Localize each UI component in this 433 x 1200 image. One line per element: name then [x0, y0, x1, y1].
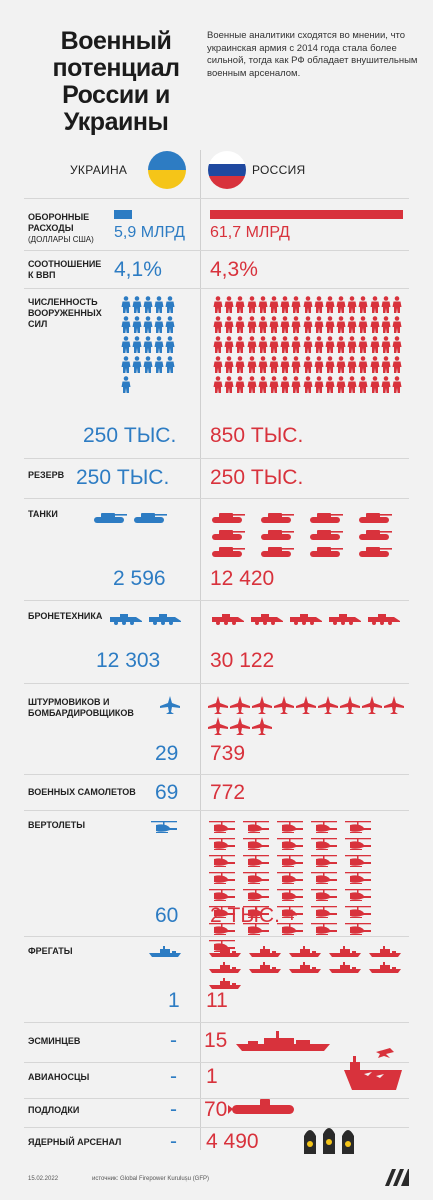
apc-icon [147, 612, 183, 625]
heli-icon [208, 888, 236, 902]
jet-icon [208, 717, 228, 735]
attack-label: ШТУРМОВИКОВ И БОМБАРДИРОВЩИКОВ [28, 697, 134, 718]
soldier-icon [213, 316, 223, 333]
soldier-icon [258, 336, 268, 353]
soldier-icon [269, 336, 279, 353]
soldier-icon [325, 296, 335, 313]
tank-icon [308, 511, 344, 523]
ru-frigate-icons [208, 945, 408, 993]
heli-icon [344, 922, 372, 936]
country-ukraine: УКРАИНА [70, 163, 128, 177]
apc-icon [288, 612, 324, 625]
ship-icon [248, 961, 282, 973]
soldier-icon [235, 316, 245, 333]
soldier-icon [347, 336, 357, 353]
heli-icon [344, 854, 372, 868]
carriers-label: АВИАНОСЦЫ [28, 1072, 90, 1082]
soldier-icon [336, 296, 346, 313]
nuclear-warhead-icons [302, 1122, 358, 1156]
ru-gdp-value: 4,3% [210, 258, 258, 281]
heli-icon [208, 820, 236, 834]
soldier-icon [235, 336, 245, 353]
troops-label: ЧИСЛЕННОСТЬ ВООРУЖЕННЫХ СИЛ [28, 297, 102, 329]
soldier-icon [154, 296, 164, 313]
ship-icon [328, 945, 362, 957]
soldier-icon [347, 376, 357, 393]
ua-budget-bar [114, 210, 132, 219]
soldier-icon [325, 356, 335, 373]
heli-icon [276, 820, 304, 834]
soldier-icon [224, 376, 234, 393]
separator [24, 683, 409, 684]
soldier-icon [132, 336, 142, 353]
soldier-icon [347, 356, 357, 373]
soldier-icon [280, 356, 290, 373]
heli-icon [310, 854, 338, 868]
soldier-icon [154, 336, 164, 353]
heli-icon [208, 854, 236, 868]
soldier-icon [143, 296, 153, 313]
ua-frigate-icons [148, 945, 182, 957]
soldier-icon [347, 296, 357, 313]
heli-icon [310, 871, 338, 885]
footer-source: источник: Global Firepower Kurulușu (GFP) [92, 1176, 210, 1182]
soldier-icon [325, 336, 335, 353]
soldier-icon [370, 356, 380, 373]
soldier-icon [165, 336, 175, 353]
heli-icon [242, 854, 270, 868]
soldier-icon [314, 296, 324, 313]
ru-budget-bar [210, 210, 403, 219]
ship-icon [208, 977, 242, 989]
ru-tank-icons [210, 511, 410, 562]
soldier-icon [121, 336, 131, 353]
soldier-icon [269, 376, 279, 393]
ua-destroyers-value: - [170, 1029, 177, 1052]
ua-reserve-value: 250 ТЫС. [76, 466, 170, 489]
ua-troops-value: 250 ТЫС. [83, 424, 177, 447]
soldier-icon [303, 356, 313, 373]
ua-tanks-value: 2 596 [113, 567, 166, 590]
heli-icon [242, 820, 270, 834]
soldier-icon [392, 296, 402, 313]
heli-icon [310, 837, 338, 851]
ru-heli-value: 2 ТЫС. + [210, 904, 299, 927]
separator [24, 774, 409, 775]
ua-attack-value: 29 [155, 742, 179, 765]
heli-icon [344, 871, 372, 885]
soldier-icon [336, 336, 346, 353]
subs-label: ПОДЛОДКИ [28, 1105, 80, 1115]
ru-carriers-value: 1 [206, 1065, 218, 1088]
ru-budget-value: 61,7 МЛРД [210, 224, 290, 241]
soldier-icon [370, 376, 380, 393]
soldier-icon [291, 356, 301, 373]
soldier-icon [381, 376, 391, 393]
apc-icon [210, 612, 246, 625]
apc-icon [108, 612, 144, 625]
country-russia: РОССИЯ [252, 163, 306, 177]
jet-icon [340, 696, 360, 714]
tank-icon [132, 511, 168, 523]
separator [24, 288, 409, 289]
soldier-icon [336, 356, 346, 373]
heli-icon [242, 837, 270, 851]
soldier-icon [280, 296, 290, 313]
soldier-icon [247, 316, 257, 333]
tanks-label: ТАНКИ [28, 509, 58, 519]
soldier-icon [258, 376, 268, 393]
soldier-icon [121, 376, 131, 393]
separator [24, 458, 409, 459]
intro-text: Военные аналитики сходятся во мнении, что украинская армия с 2014 года стала более сильной, тогда как РФ обладает внушительным военным арсеналом. [207, 30, 418, 79]
soldier-icon [314, 376, 324, 393]
destroyers-label: ЭСМИНЦЕВ [28, 1036, 81, 1046]
soldier-icon [303, 296, 313, 313]
soldier-icon [291, 316, 301, 333]
tank-icon [210, 545, 246, 557]
soldier-icon [325, 376, 335, 393]
soldier-icon [358, 296, 368, 313]
soldier-icon [143, 356, 153, 373]
ru-nuclear-value: 4 490 [206, 1130, 259, 1153]
frigates-label: ФРЕГАТЫ [28, 946, 73, 956]
heli-icon [344, 888, 372, 902]
news-agency-logo-icon [384, 1166, 410, 1188]
soldier-icon [370, 336, 380, 353]
soldier-icon [392, 336, 402, 353]
tank-icon [259, 511, 295, 523]
soldier-icon [314, 336, 324, 353]
soldier-icon [258, 316, 268, 333]
soldier-icon [336, 376, 346, 393]
soldier-icon [358, 316, 368, 333]
soldier-icon [235, 376, 245, 393]
soldier-icon [291, 296, 301, 313]
soldier-icon [370, 296, 380, 313]
separator [24, 600, 409, 601]
apc-icon [249, 612, 285, 625]
soldier-icon [303, 336, 313, 353]
apc-icon [327, 612, 363, 625]
ru-frigates-value: 11 [206, 989, 228, 1012]
soldier-icon [121, 316, 131, 333]
soldier-icon [213, 336, 223, 353]
separator [24, 498, 409, 499]
soldier-icon [143, 316, 153, 333]
soldier-icon [165, 296, 175, 313]
soldier-icon [247, 376, 257, 393]
soldier-icon [224, 316, 234, 333]
ua-frigates-value: 1 [168, 989, 180, 1012]
heli-icon [310, 820, 338, 834]
tank-icon [357, 528, 393, 540]
soldier-icon [269, 356, 279, 373]
heli-icon [208, 871, 236, 885]
apc-icon [366, 612, 402, 625]
heli-icon [242, 871, 270, 885]
gdp-label: СООТНОШЕНИЕ К ВВП [28, 259, 102, 280]
heli-label: ВЕРТОЛЕТЫ [28, 820, 86, 830]
soldier-icon [381, 356, 391, 373]
ua-apc-icons [108, 612, 188, 625]
separator [24, 810, 409, 811]
soldier-icon [358, 336, 368, 353]
jet-icon [230, 696, 250, 714]
soldier-icon [269, 296, 279, 313]
reserve-label: РЕЗЕРВ [28, 470, 65, 480]
soldier-icon [213, 296, 223, 313]
tank-icon [308, 545, 344, 557]
ru-armored-value: 30 122 [210, 649, 275, 672]
ship-icon [288, 945, 322, 957]
soldier-icon [247, 336, 257, 353]
soldier-icon [224, 296, 234, 313]
soldier-icon [235, 356, 245, 373]
ua-carriers-value: - [170, 1065, 177, 1088]
jet-icon [362, 696, 382, 714]
soldier-icon [314, 356, 324, 373]
soldier-icon [235, 296, 245, 313]
soldier-icon [121, 356, 131, 373]
soldier-icon [347, 316, 357, 333]
destroyer-icon [234, 1030, 334, 1052]
soldier-icon [358, 356, 368, 373]
ua-aircraft-value: 69 [155, 781, 179, 804]
heli-icon [276, 837, 304, 851]
aircraft-label: ВОЕННЫХ САМОЛЕТОВ [28, 787, 136, 797]
ua-tank-icons [92, 511, 192, 523]
soldier-icon [121, 296, 131, 313]
soldier-icon [258, 296, 268, 313]
ship-icon [208, 961, 242, 973]
aircraft-carrier-icon [342, 1044, 404, 1092]
heli-icon [344, 905, 372, 919]
ship-icon [208, 945, 242, 957]
tank-icon [259, 528, 295, 540]
heli-icon [276, 854, 304, 868]
tank-icon [308, 528, 344, 540]
tank-icon [357, 545, 393, 557]
ru-aircraft-value: 772 [210, 781, 246, 804]
soldier-icon [392, 376, 402, 393]
heli-icon [310, 922, 338, 936]
tank-icon [92, 511, 128, 523]
separator [24, 1022, 409, 1023]
ship-icon [368, 961, 402, 973]
ua-jet-icons [160, 696, 184, 714]
soldier-icon [314, 316, 324, 333]
separator [24, 936, 409, 937]
ru-tanks-value: 12 420 [210, 567, 275, 590]
ru-jet-icons [208, 696, 408, 738]
jet-icon [296, 696, 316, 714]
ua-nuclear-value: - [170, 1130, 177, 1153]
footer-date: 15.02.2022 [28, 1176, 59, 1182]
heli-icon [150, 820, 178, 834]
ru-apc-icons [210, 612, 410, 629]
soldier-icon [303, 316, 313, 333]
ua-armored-value: 12 303 [96, 649, 161, 672]
jet-icon [160, 696, 180, 714]
ship-icon [368, 945, 402, 957]
ru-soldier-icons [213, 296, 409, 396]
jet-icon [318, 696, 338, 714]
soldier-icon [392, 356, 402, 373]
soldier-icon [224, 356, 234, 373]
soldier-icon [224, 336, 234, 353]
soldier-icon [336, 316, 346, 333]
jet-icon [252, 696, 272, 714]
jet-icon [252, 717, 272, 735]
soldier-icon [143, 336, 153, 353]
ua-gdp-value: 4,1% [114, 258, 162, 281]
soldier-icon [247, 296, 257, 313]
soldier-icon [165, 356, 175, 373]
soldier-icon [325, 316, 335, 333]
jet-icon [384, 696, 404, 714]
ua-heli-value: 60 [155, 904, 179, 927]
soldier-icon [280, 336, 290, 353]
soldier-icon [213, 356, 223, 373]
soldier-icon [280, 316, 290, 333]
soldier-icon [247, 356, 257, 373]
heli-icon [344, 820, 372, 834]
ua-budget-value: 5,9 МЛРД [114, 224, 185, 241]
soldier-icon [154, 356, 164, 373]
soldier-icon [291, 376, 301, 393]
soldier-icon [381, 336, 391, 353]
ru-attack-value: 739 [210, 742, 246, 765]
heli-icon [344, 837, 372, 851]
center-divider [200, 150, 201, 1150]
soldier-icon [269, 316, 279, 333]
soldier-icon [291, 336, 301, 353]
tank-icon [210, 528, 246, 540]
ship-icon [148, 945, 182, 957]
separator [24, 250, 409, 251]
ua-soldier-icons [121, 296, 181, 396]
ru-reserve-value: 250 ТЫС. [210, 466, 304, 489]
soldier-icon [280, 376, 290, 393]
russia-flag-icon [208, 151, 246, 189]
soldier-icon [165, 316, 175, 333]
tank-icon [210, 511, 246, 523]
jet-icon [230, 717, 250, 735]
ua-subs-value: - [170, 1098, 177, 1121]
budget-label: ОБОРОННЫЕ РАСХОДЫ (ДОЛЛАРЫ США) [28, 212, 94, 244]
soldier-icon [381, 316, 391, 333]
heli-icon [276, 888, 304, 902]
ru-troops-value: 850 ТЫС. [210, 424, 304, 447]
soldier-icon [132, 296, 142, 313]
submarine-icon [226, 1096, 298, 1118]
soldier-icon [370, 316, 380, 333]
soldier-icon [132, 356, 142, 373]
nuclear-label: ЯДЕРНЫЙ АРСЕНАЛ [28, 1137, 122, 1147]
soldier-icon [154, 316, 164, 333]
ukraine-flag-icon [148, 151, 186, 189]
heli-icon [208, 837, 236, 851]
separator [24, 198, 409, 199]
soldier-icon [381, 296, 391, 313]
soldier-icon [213, 376, 223, 393]
soldier-icon [303, 376, 313, 393]
tank-icon [259, 545, 295, 557]
heli-icon [276, 871, 304, 885]
ship-icon [288, 961, 322, 973]
jet-icon [208, 696, 228, 714]
heli-icon [242, 888, 270, 902]
ru-destroyers-value: 15 [204, 1029, 228, 1052]
armored-label: БРОНЕТЕХНИКА [28, 611, 103, 621]
tank-icon [357, 511, 393, 523]
soldier-icon [358, 376, 368, 393]
heli-icon [310, 888, 338, 902]
soldier-icon [392, 316, 402, 333]
ship-icon [248, 945, 282, 957]
soldier-icon [132, 316, 142, 333]
heli-icon [310, 905, 338, 919]
ru-subs-value: 70 [204, 1098, 228, 1121]
jet-icon [274, 696, 294, 714]
ship-icon [328, 961, 362, 973]
page-title: Военный потенциал России и Украины [52, 27, 180, 136]
soldier-icon [258, 356, 268, 373]
ua-helicopter-icons [150, 820, 180, 834]
